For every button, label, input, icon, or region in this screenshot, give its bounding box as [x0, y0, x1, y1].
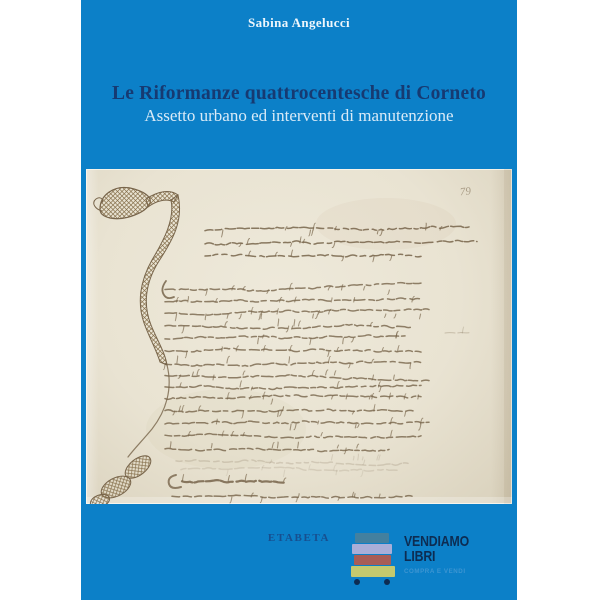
book-cover — [81, 0, 517, 600]
folio-number: 79 — [459, 185, 472, 199]
manuscript-artwork — [86, 169, 512, 504]
book-title: Le Riformanze quattrocentesche di Corneto — [112, 83, 486, 104]
book-subtitle: Assetto urbano ed interventi di manutenzione — [144, 106, 454, 125]
decorated-initial — [89, 187, 181, 504]
publisher-name: ETABETA — [267, 532, 331, 544]
bookseller-watermark — [349, 531, 483, 587]
bookseller-name-line2: LIBRI — [404, 548, 436, 565]
bookseller-name-line1: VENDIAMO — [404, 533, 469, 550]
manuscript-photo — [86, 169, 512, 504]
author-name: Sabina Angelucci — [247, 15, 351, 30]
bookseller-tagline: COMPRA E VENDI — [404, 568, 466, 575]
bookseller-text — [404, 531, 483, 575]
book-cart-icon — [349, 531, 397, 587]
